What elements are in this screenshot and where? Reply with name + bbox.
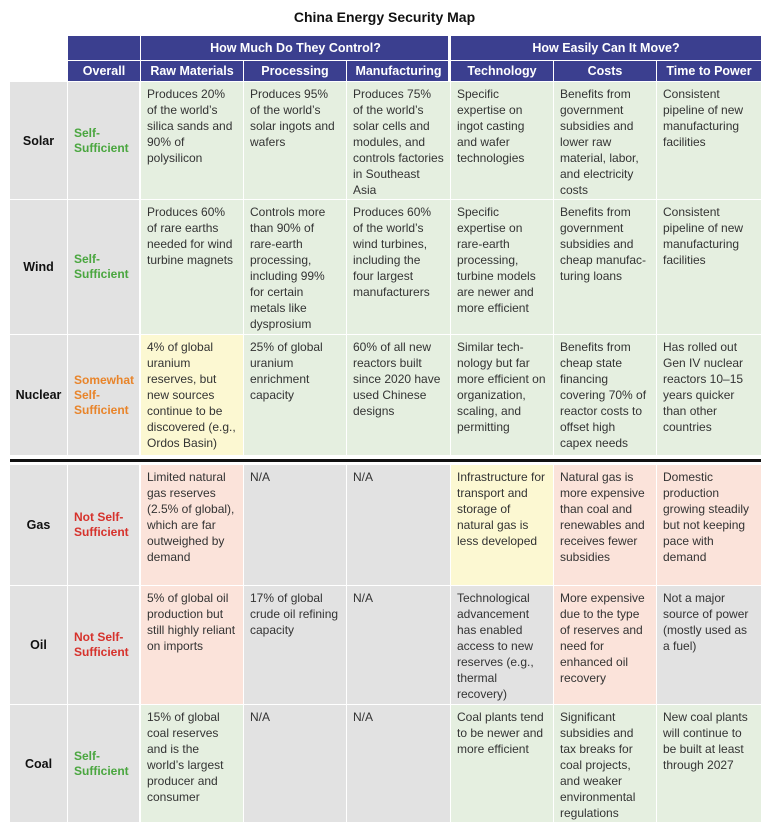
cell-coal-manufacturing: N/A bbox=[347, 705, 450, 822]
overall-status-nuclear: Somewhat Self-Sufficient bbox=[68, 335, 139, 455]
cell-gas-technology: Infrastructure for transport and storage of natural gas is less developed bbox=[451, 465, 553, 585]
section-separator bbox=[10, 459, 761, 462]
cell-oil-costs: More expensive due to the type of reserves and need for enhanced oil recovery bbox=[554, 586, 656, 704]
group-header-blank bbox=[68, 36, 140, 60]
column-header-processing: Processing bbox=[244, 61, 346, 81]
cell-coal-raw-materials: 15% of global coal reserves and is the world’s largest producer and consumer bbox=[141, 705, 243, 822]
row-label-wind: Wind bbox=[10, 200, 67, 334]
cell-wind-manufacturing: Produces 60% of the world’s wind turbines, including the four largest manufacturers bbox=[347, 200, 450, 334]
overall-status-wind: Self-Sufficient bbox=[68, 200, 139, 334]
cell-gas-manufacturing: N/A bbox=[347, 465, 450, 585]
group-divider bbox=[448, 36, 451, 81]
cell-wind-time-to-power: Consistent pipeline of new manufacturing facilities bbox=[657, 200, 761, 334]
cell-oil-manufacturing: N/A bbox=[347, 586, 450, 704]
cell-gas-raw-materials: Limited natural gas reserves (2.5% of global), which are far outweighed by demand bbox=[141, 465, 243, 585]
column-header-manufacturing: Manufacturing bbox=[347, 61, 450, 81]
row-label-solar: Solar bbox=[10, 82, 67, 199]
cell-gas-costs: Natural gas is more expensive than coal and renewables and receives fewer subsidies bbox=[554, 465, 656, 585]
cell-gas-processing: N/A bbox=[244, 465, 346, 585]
cell-solar-raw-materials: Produces 20% of the world’s silica sands and 90% of polysilicon bbox=[141, 82, 243, 199]
overall-status-solar: Self-Sufficient bbox=[68, 82, 139, 199]
cell-coal-costs: Significant subsidies and tax breaks for coal projects, and weaker environmental regulations bbox=[554, 705, 656, 822]
cell-nuclear-raw-materials: 4% of global uranium reserves, but new sources continue to be discovered (e.g., Ordos Basin) bbox=[141, 335, 243, 455]
overall-status-coal: Self-Sufficient bbox=[68, 705, 139, 822]
cell-solar-technology: Specific expertise on ingot casting and wafer technologies bbox=[451, 82, 553, 199]
overall-status-gas: Not Self-Sufficient bbox=[68, 465, 139, 585]
cell-solar-costs: Benefits from government subsidies and lower raw material, labor, and electricity costs bbox=[554, 82, 656, 199]
cell-gas-time-to-power: Domestic production growing steadily but not keeping pace with demand bbox=[657, 465, 761, 585]
cell-nuclear-technology: Similar tech-nology but far more efficient on organization, scaling, and permitting bbox=[451, 335, 553, 455]
cell-oil-processing: 17% of global crude oil refining capacity bbox=[244, 586, 346, 704]
cell-wind-processing: Controls more than 90% of rare-earth processing, including 99% for certain metals like dysprosium bbox=[244, 200, 346, 334]
row-label-nuclear: Nuclear bbox=[10, 335, 67, 455]
cell-oil-raw-materials: 5% of global oil production but still highly reliant on imports bbox=[141, 586, 243, 704]
cell-coal-technology: Coal plants tend to be newer and more efficient bbox=[451, 705, 553, 822]
group-header-control: How Much Do They Control? bbox=[141, 36, 450, 60]
cell-nuclear-costs: Benefits from cheap state financing covering 70% of reactor costs to offset high capex needs bbox=[554, 335, 656, 455]
cell-coal-processing: N/A bbox=[244, 705, 346, 822]
cell-wind-raw-materials: Produces 60% of rare earths needed for wind turbine magnets bbox=[141, 200, 243, 334]
cell-nuclear-processing: 25% of global uranium enrichment capacity bbox=[244, 335, 346, 455]
cell-nuclear-manufacturing: 60% of all new reactors built since 2020 have used Chinese designs bbox=[347, 335, 450, 455]
row-label-oil: Oil bbox=[10, 586, 67, 704]
overall-status-oil: Not Self-Sufficient bbox=[68, 586, 139, 704]
cell-solar-processing: Produces 95% of the world’s solar ingots and wafers bbox=[244, 82, 346, 199]
column-header-costs: Costs bbox=[554, 61, 656, 81]
cell-solar-time-to-power: Consistent pipeline of new manufacturing facilities bbox=[657, 82, 761, 199]
cell-wind-costs: Benefits from government subsidies and cheap manufac-turing loans bbox=[554, 200, 656, 334]
cell-wind-technology: Specific expertise on rare-earth processing, turbine models are newer and more efficient bbox=[451, 200, 553, 334]
row-label-coal: Coal bbox=[10, 705, 67, 822]
cell-oil-time-to-power: Not a major source of power (mostly used as a fuel) bbox=[657, 586, 761, 704]
row-label-gas: Gas bbox=[10, 465, 67, 585]
cell-coal-time-to-power: New coal plants will continue to be built at least through 2027 bbox=[657, 705, 761, 822]
column-header-raw-materials: Raw Materials bbox=[141, 61, 243, 81]
column-header-time-to-power: Time to Power bbox=[657, 61, 761, 81]
cell-solar-manufacturing: Produces 75% of the world’s solar cells and modules, and controls factories in Southeast Asia bbox=[347, 82, 450, 199]
cell-nuclear-time-to-power: Has rolled out Gen IV nuclear reactors 10–15 years quicker than other countries bbox=[657, 335, 761, 455]
column-header-technology: Technology bbox=[451, 61, 553, 81]
cell-oil-technology: Technological advancement has enabled access to new reserves (e.g., thermal recovery) bbox=[451, 586, 553, 704]
group-header-move: How Easily Can It Move? bbox=[451, 36, 761, 60]
column-header-overall: Overall bbox=[68, 61, 140, 81]
chart-title: China Energy Security Map bbox=[293, 9, 476, 25]
